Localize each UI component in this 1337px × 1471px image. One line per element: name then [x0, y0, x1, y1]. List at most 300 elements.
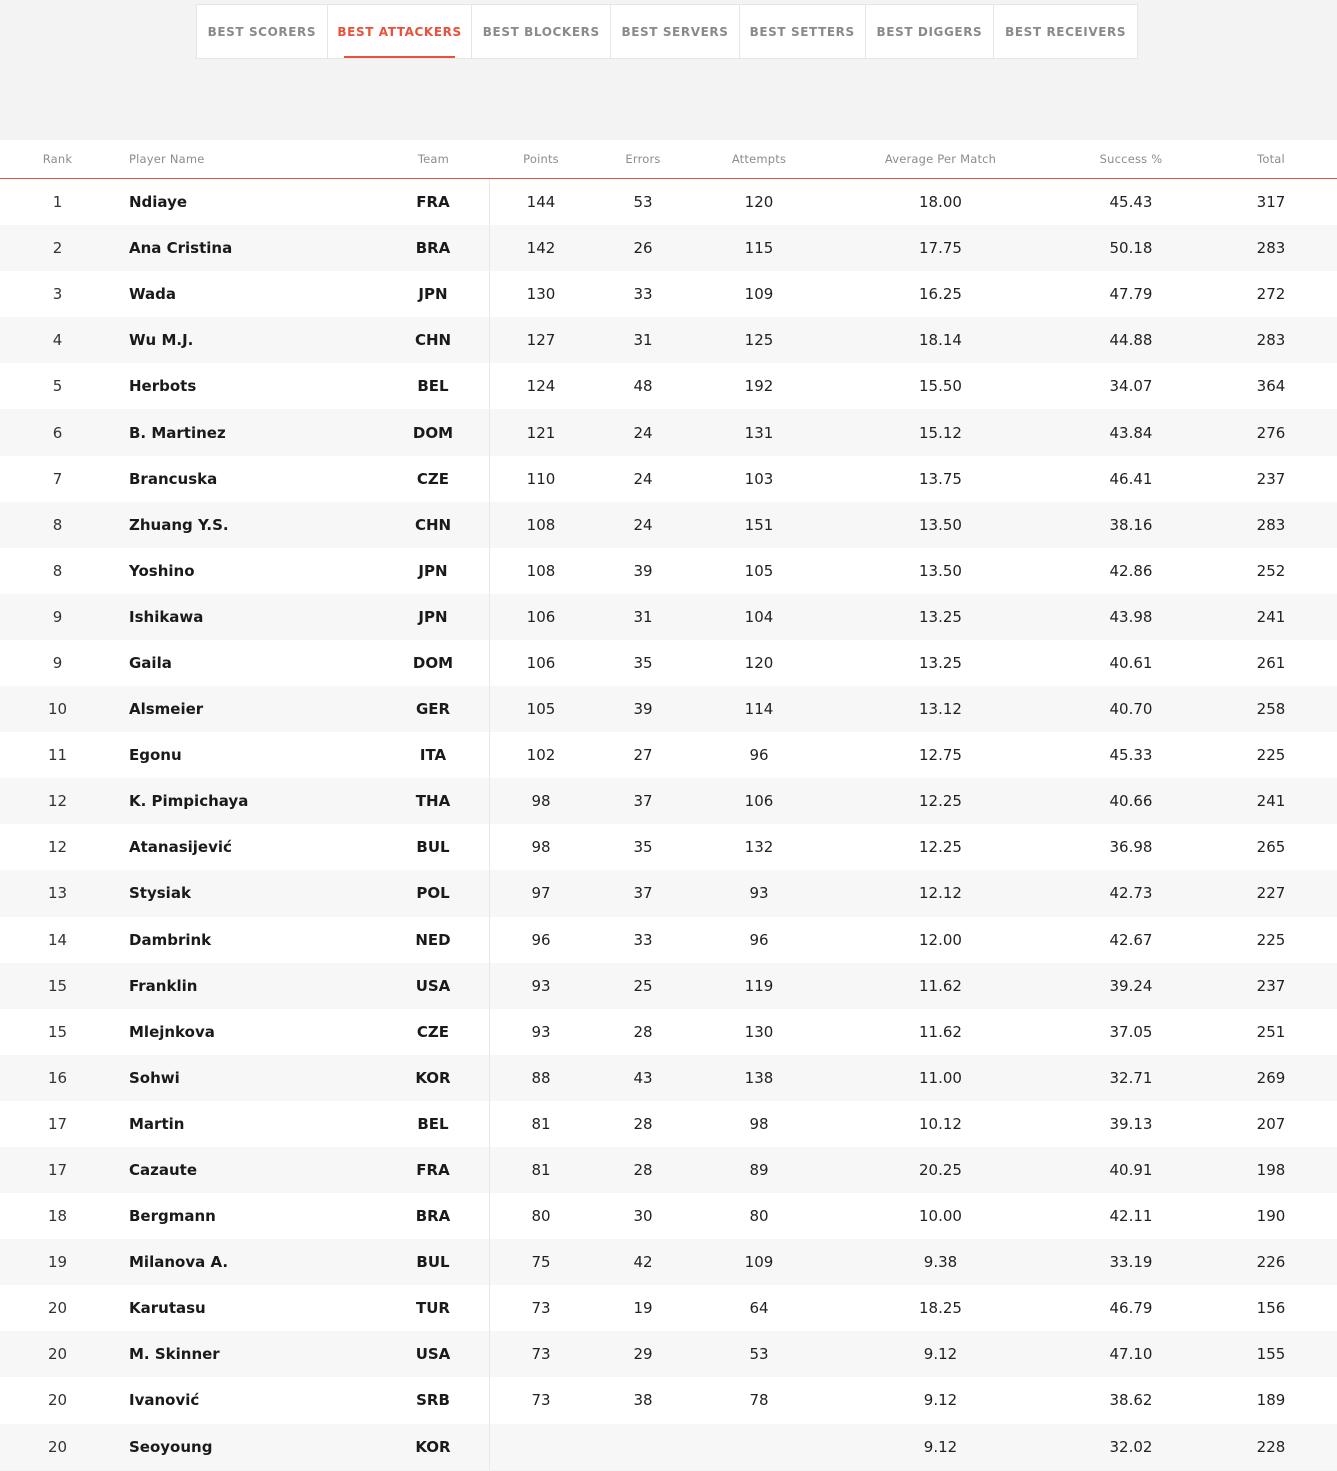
average-per-match-cell: 13.50	[919, 561, 962, 580]
success-percent-cell: 38.62	[1109, 1391, 1153, 1410]
tab-label: BEST SERVERS	[621, 24, 729, 39]
average-per-match-cell: 10.12	[919, 1114, 962, 1133]
total-cell: 261	[1256, 653, 1286, 672]
tab-label: BEST BLOCKERS	[482, 24, 600, 39]
attempts-cell: 80	[749, 1207, 769, 1226]
points-cell: 88	[531, 1068, 551, 1087]
success-percent-cell: 42.86	[1109, 561, 1153, 580]
success-percent-cell: 32.02	[1109, 1437, 1153, 1456]
average-per-match-cell: 12.25	[919, 838, 962, 857]
attempts-cell: 130	[744, 1022, 774, 1041]
total-cell: 198	[1256, 1161, 1286, 1180]
total-cell: 252	[1256, 561, 1286, 580]
errors-cell: 29	[633, 1345, 653, 1364]
attempts-cell: 106	[744, 792, 774, 811]
player-name-cell: M. Skinner	[129, 1345, 220, 1364]
attempts-cell: 96	[749, 930, 769, 949]
total-cell: 283	[1256, 239, 1286, 258]
rank-cell: 9	[52, 653, 63, 672]
team-cell: BRA	[377, 1193, 490, 1239]
team-cell: BEL	[377, 1101, 490, 1147]
table-row[interactable]	[0, 1239, 1337, 1285]
attempts-cell: 104	[744, 607, 774, 626]
total-cell: 317	[1256, 193, 1286, 212]
player-name-cell: Herbots	[129, 377, 197, 396]
rank-cell: 7	[52, 469, 63, 488]
errors-cell: 24	[633, 515, 653, 534]
attempts-cell: 125	[744, 331, 774, 350]
tab-best-scorers[interactable]	[197, 5, 328, 58]
average-per-match-cell: 20.25	[919, 1161, 962, 1180]
errors-cell: 31	[633, 607, 653, 626]
attempts-cell: 120	[744, 653, 774, 672]
rank-cell: 2	[52, 239, 63, 258]
table-row[interactable]	[0, 502, 1337, 548]
table-row[interactable]	[0, 1377, 1337, 1423]
team-cell: JPN	[377, 548, 490, 594]
player-name-cell: Yoshino	[129, 561, 195, 580]
team-cell: CHN	[377, 502, 490, 548]
errors-cell: 27	[633, 746, 653, 765]
total-cell: 251	[1256, 1022, 1286, 1041]
points-cell: 127	[526, 331, 556, 350]
player-name-cell: Milanova A.	[129, 1253, 229, 1272]
table-row[interactable]	[0, 640, 1337, 686]
player-name-cell: Karutasu	[129, 1299, 206, 1318]
total-cell: 237	[1256, 469, 1286, 488]
player-name-cell: K. Pimpichaya	[129, 792, 249, 811]
player-name-cell: Bergmann	[129, 1207, 216, 1226]
average-per-match-cell: 13.25	[919, 607, 962, 626]
header-points[interactable]: Points	[523, 152, 559, 166]
errors-cell: 53	[633, 193, 653, 212]
attempts-cell: 105	[744, 561, 774, 580]
rank-cell: 18	[47, 1207, 68, 1226]
team-cell: KOR	[377, 1424, 490, 1470]
success-percent-cell: 40.61	[1109, 653, 1153, 672]
table-row[interactable]	[0, 317, 1337, 363]
player-name-cell: Ndiaye	[129, 193, 188, 212]
points-cell: 142	[526, 239, 556, 258]
success-percent-cell: 42.11	[1109, 1207, 1153, 1226]
player-name-cell: Stysiak	[129, 884, 191, 903]
team-cell: CHN	[377, 317, 490, 363]
points-cell: 106	[526, 653, 556, 672]
player-name-cell: Ana Cristina	[129, 239, 233, 258]
attempts-cell: 98	[749, 1114, 769, 1133]
points-cell: 98	[531, 838, 551, 857]
rank-cell: 15	[47, 976, 68, 995]
average-per-match-cell: 11.00	[919, 1068, 962, 1087]
table-row[interactable]	[0, 1101, 1337, 1147]
attempts-cell: 192	[744, 377, 774, 396]
success-percent-cell: 37.05	[1109, 1022, 1153, 1041]
success-percent-cell: 42.73	[1109, 884, 1153, 903]
total-cell: 269	[1256, 1068, 1286, 1087]
success-percent-cell: 46.79	[1109, 1299, 1153, 1318]
table-row[interactable]	[0, 456, 1337, 502]
attempts-cell: 89	[749, 1161, 769, 1180]
points-cell: 102	[526, 746, 556, 765]
header-errors[interactable]: Errors	[625, 152, 661, 166]
points-cell: 110	[526, 469, 556, 488]
points-cell: 93	[531, 1022, 551, 1041]
points-cell: 81	[531, 1114, 551, 1133]
attempts-cell: 131	[744, 423, 774, 442]
table-row[interactable]	[0, 917, 1337, 963]
team-cell: SRB	[377, 1377, 490, 1423]
errors-cell: 24	[633, 423, 653, 442]
average-per-match-cell: 17.75	[919, 239, 962, 258]
player-name-cell: Egonu	[129, 746, 182, 765]
attempts-cell: 151	[744, 515, 774, 534]
errors-cell: 33	[633, 930, 653, 949]
team-cell: JPN	[377, 594, 490, 640]
tab-label: BEST DIGGERS	[876, 24, 983, 39]
rank-cell: 16	[47, 1068, 68, 1087]
team-cell: FRA	[377, 179, 490, 225]
points-cell: 81	[531, 1161, 551, 1180]
errors-cell: 37	[633, 792, 653, 811]
errors-cell: 48	[633, 377, 653, 396]
average-per-match-cell: 12.25	[919, 792, 962, 811]
tab-best-attackers[interactable]	[328, 5, 473, 58]
points-cell: 121	[526, 423, 556, 442]
rank-cell: 20	[47, 1345, 68, 1364]
team-cell: CZE	[377, 1009, 490, 1055]
points-cell: 73	[531, 1391, 551, 1410]
rank-cell: 9	[52, 607, 63, 626]
average-per-match-cell: 9.12	[923, 1345, 958, 1364]
errors-cell: 28	[633, 1022, 653, 1041]
header-attempts[interactable]: Attempts	[731, 152, 787, 166]
total-cell: 227	[1256, 884, 1286, 903]
average-per-match-cell: 18.25	[919, 1299, 962, 1318]
points-cell: 80	[531, 1207, 551, 1226]
team-cell: FRA	[377, 1147, 490, 1193]
errors-cell: 43	[633, 1068, 653, 1087]
total-cell: 225	[1256, 746, 1286, 765]
points-cell: 73	[531, 1299, 551, 1318]
average-per-match-cell: 12.00	[919, 930, 962, 949]
table-row[interactable]	[0, 824, 1337, 870]
tab-best-diggers[interactable]	[866, 5, 995, 58]
total-cell: 265	[1256, 838, 1286, 857]
average-per-match-cell: 11.62	[919, 976, 962, 995]
success-percent-cell: 44.88	[1109, 331, 1153, 350]
points-cell: 75	[531, 1253, 551, 1272]
points-cell: 97	[531, 884, 551, 903]
header-team[interactable]: Team	[417, 152, 450, 166]
errors-cell: 33	[633, 285, 653, 304]
success-percent-cell: 38.16	[1109, 515, 1153, 534]
player-name-cell: Gaila	[129, 653, 172, 672]
team-cell: GER	[377, 686, 490, 732]
team-cell: BRA	[377, 225, 490, 271]
attempts-cell: 53	[749, 1345, 769, 1364]
player-name-cell: Sohwi	[129, 1068, 180, 1087]
average-per-match-cell: 16.25	[919, 285, 962, 304]
team-cell: BUL	[377, 824, 490, 870]
team-cell: BUL	[377, 1239, 490, 1285]
errors-cell: 35	[633, 653, 653, 672]
team-cell: CZE	[377, 456, 490, 502]
errors-cell: 28	[633, 1114, 653, 1133]
points-cell: 93	[531, 976, 551, 995]
average-per-match-cell: 18.00	[919, 193, 962, 212]
player-name-cell: Zhuang Y.S.	[129, 515, 229, 534]
player-name-cell: Dambrink	[129, 930, 212, 949]
table-row[interactable]	[0, 594, 1337, 640]
player-name-cell: Alsmeier	[129, 700, 204, 719]
success-percent-cell: 40.91	[1109, 1161, 1153, 1180]
average-per-match-cell: 12.75	[919, 746, 962, 765]
total-cell: 228	[1256, 1437, 1286, 1456]
table-row[interactable]	[0, 1424, 1337, 1470]
header-rank[interactable]: Rank	[42, 152, 73, 166]
player-name-cell: Brancuska	[129, 469, 218, 488]
total-cell: 241	[1256, 792, 1286, 811]
attempts-cell: 93	[749, 884, 769, 903]
attempts-cell: 120	[744, 193, 774, 212]
attempts-cell: 109	[744, 285, 774, 304]
rank-cell: 20	[47, 1391, 68, 1410]
team-cell: TUR	[377, 1285, 490, 1331]
player-name-cell: Seoyoung	[129, 1437, 213, 1456]
errors-cell: 39	[633, 561, 653, 580]
points-cell: 130	[526, 285, 556, 304]
attempts-cell: 138	[744, 1068, 774, 1087]
team-cell: USA	[377, 1331, 490, 1377]
errors-cell: 38	[633, 1391, 653, 1410]
average-per-match-cell: 13.25	[919, 653, 962, 672]
average-per-match-cell: 15.12	[919, 423, 962, 442]
team-cell: DOM	[377, 640, 490, 686]
table-row[interactable]	[0, 363, 1337, 409]
rank-cell: 10	[47, 700, 68, 719]
team-cell: ITA	[377, 732, 490, 778]
active-tab-underline	[344, 56, 456, 58]
rank-cell: 20	[47, 1437, 68, 1456]
total-cell: 225	[1256, 930, 1286, 949]
total-cell: 276	[1256, 423, 1286, 442]
rank-cell: 1	[52, 193, 63, 212]
total-cell: 207	[1256, 1114, 1286, 1133]
table-row[interactable]	[0, 225, 1337, 271]
success-percent-cell: 36.98	[1109, 838, 1153, 857]
tab-label: BEST RECEIVERS	[1005, 24, 1127, 39]
average-per-match-cell: 11.62	[919, 1022, 962, 1041]
rank-cell: 6	[52, 423, 63, 442]
average-per-match-cell: 18.14	[919, 331, 962, 350]
average-per-match-cell: 15.50	[919, 377, 962, 396]
rank-cell: 3	[52, 285, 63, 304]
table-row[interactable]	[0, 963, 1337, 1009]
table-row[interactable]	[0, 1147, 1337, 1193]
tab-label: BEST SETTERS	[749, 24, 855, 39]
attempts-cell: 103	[744, 469, 774, 488]
table-row[interactable]	[0, 732, 1337, 778]
table-row[interactable]	[0, 1285, 1337, 1331]
success-percent-cell: 32.71	[1109, 1068, 1153, 1087]
team-cell: THA	[377, 778, 490, 824]
player-name-cell: Franklin	[129, 976, 198, 995]
errors-cell: 30	[633, 1207, 653, 1226]
errors-cell: 25	[633, 976, 653, 995]
total-cell: 155	[1256, 1345, 1286, 1364]
table-row[interactable]	[0, 1193, 1337, 1239]
player-name-cell: Cazaute	[129, 1161, 198, 1180]
team-cell: BEL	[377, 363, 490, 409]
table-row[interactable]	[0, 1009, 1337, 1055]
player-name-cell: Mlejnkova	[129, 1022, 215, 1041]
total-cell: 190	[1256, 1207, 1286, 1226]
attempts-cell: 119	[744, 976, 774, 995]
team-cell: NED	[377, 917, 490, 963]
rank-cell: 20	[47, 1299, 68, 1318]
points-cell: 124	[526, 377, 556, 396]
header-total[interactable]: Total	[1257, 152, 1285, 166]
table-row[interactable]	[0, 548, 1337, 594]
points-cell: 108	[526, 561, 556, 580]
average-per-match-cell: 9.12	[923, 1437, 958, 1456]
player-name-cell: Ivanović	[129, 1391, 200, 1410]
attempts-cell: 115	[744, 239, 774, 258]
rank-cell: 12	[47, 838, 68, 857]
rank-cell: 12	[47, 792, 68, 811]
rank-cell: 4	[52, 331, 63, 350]
total-cell: 283	[1256, 515, 1286, 534]
success-percent-cell: 33.19	[1109, 1253, 1153, 1272]
team-cell: USA	[377, 963, 490, 1009]
attackers-table	[0, 140, 1337, 1470]
table-row[interactable]	[0, 870, 1337, 916]
average-per-match-cell: 10.00	[919, 1207, 962, 1226]
rank-cell: 17	[47, 1114, 68, 1133]
total-cell: 272	[1256, 285, 1286, 304]
total-cell: 237	[1256, 976, 1286, 995]
tab-best-receivers[interactable]	[994, 5, 1137, 58]
average-per-match-cell: 13.75	[919, 469, 962, 488]
tab-label: BEST SCORERS	[207, 24, 317, 39]
average-per-match-cell: 12.12	[919, 884, 962, 903]
average-per-match-cell: 13.12	[919, 700, 962, 719]
table-header	[0, 140, 1337, 179]
total-cell: 241	[1256, 607, 1286, 626]
errors-cell: 35	[633, 838, 653, 857]
success-percent-cell: 50.18	[1109, 239, 1153, 258]
table-row[interactable]	[0, 778, 1337, 824]
total-cell: 156	[1256, 1299, 1286, 1318]
tab-best-blockers[interactable]	[472, 5, 611, 58]
total-cell: 283	[1256, 331, 1286, 350]
errors-cell: 28	[633, 1161, 653, 1180]
success-percent-cell: 42.67	[1109, 930, 1153, 949]
player-name-cell: Martin	[129, 1114, 185, 1133]
total-cell: 364	[1256, 377, 1286, 396]
points-cell: 108	[526, 515, 556, 534]
attempts-cell: 114	[744, 700, 774, 719]
rank-cell: 5	[52, 377, 63, 396]
success-percent-cell: 34.07	[1109, 377, 1153, 396]
points-cell: 105	[526, 700, 556, 719]
table-row[interactable]	[0, 179, 1337, 225]
success-percent-cell: 43.84	[1109, 423, 1153, 442]
points-cell: 98	[531, 792, 551, 811]
errors-cell: 42	[633, 1253, 653, 1272]
attempts-cell: 78	[749, 1391, 769, 1410]
table-row[interactable]	[0, 271, 1337, 317]
average-per-match-cell: 9.12	[923, 1391, 958, 1410]
table-row[interactable]	[0, 409, 1337, 455]
tab-best-setters[interactable]	[740, 5, 866, 58]
team-cell: JPN	[377, 271, 490, 317]
errors-cell: 24	[633, 469, 653, 488]
table-body	[0, 179, 1337, 1470]
success-percent-cell: 46.41	[1109, 469, 1153, 488]
stats-tabs	[196, 4, 1138, 59]
points-cell: 144	[526, 193, 556, 212]
attempts-cell: 64	[749, 1299, 769, 1318]
header-success-percent[interactable]: Success %	[1099, 152, 1163, 166]
points-cell: 96	[531, 930, 551, 949]
success-percent-cell: 43.98	[1109, 607, 1153, 626]
points-cell: 106	[526, 607, 556, 626]
tab-best-servers[interactable]	[611, 5, 740, 58]
header-player-name[interactable]: Player Name	[129, 152, 205, 166]
attempts-cell: 132	[744, 838, 774, 857]
success-percent-cell: 40.70	[1109, 700, 1153, 719]
total-cell: 226	[1256, 1253, 1286, 1272]
rank-cell: 8	[52, 561, 63, 580]
rank-cell: 8	[52, 515, 63, 534]
success-percent-cell: 47.79	[1109, 285, 1153, 304]
errors-cell: 39	[633, 700, 653, 719]
success-percent-cell: 39.24	[1109, 976, 1153, 995]
errors-cell: 31	[633, 331, 653, 350]
tab-label: BEST ATTACKERS	[337, 24, 462, 39]
total-cell: 258	[1256, 700, 1286, 719]
success-percent-cell: 45.33	[1109, 746, 1153, 765]
rank-cell: 15	[47, 1022, 68, 1041]
player-name-cell: Wada	[129, 285, 176, 304]
average-per-match-cell: 13.50	[919, 515, 962, 534]
success-percent-cell: 39.13	[1109, 1114, 1153, 1133]
rank-cell: 17	[47, 1161, 68, 1180]
player-name-cell: B. Martinez	[129, 423, 226, 442]
rank-cell: 14	[47, 930, 68, 949]
success-percent-cell: 40.66	[1109, 792, 1153, 811]
table-row[interactable]	[0, 1331, 1337, 1377]
success-percent-cell: 45.43	[1109, 193, 1153, 212]
errors-cell: 19	[633, 1299, 653, 1318]
team-cell: KOR	[377, 1055, 490, 1101]
errors-cell: 26	[633, 239, 653, 258]
rank-cell: 19	[47, 1253, 68, 1272]
rank-cell: 13	[47, 884, 68, 903]
table-row[interactable]	[0, 1055, 1337, 1101]
player-name-cell: Wu M.J.	[129, 331, 194, 350]
header-average-per-match[interactable]: Average Per Match	[884, 152, 997, 166]
success-percent-cell: 47.10	[1109, 1345, 1153, 1364]
rank-cell: 11	[47, 746, 68, 765]
attempts-cell: 109	[744, 1253, 774, 1272]
errors-cell: 37	[633, 884, 653, 903]
points-cell: 73	[531, 1345, 551, 1364]
player-name-cell: Ishikawa	[129, 607, 204, 626]
table-row[interactable]	[0, 686, 1337, 732]
average-per-match-cell: 9.38	[923, 1253, 958, 1272]
